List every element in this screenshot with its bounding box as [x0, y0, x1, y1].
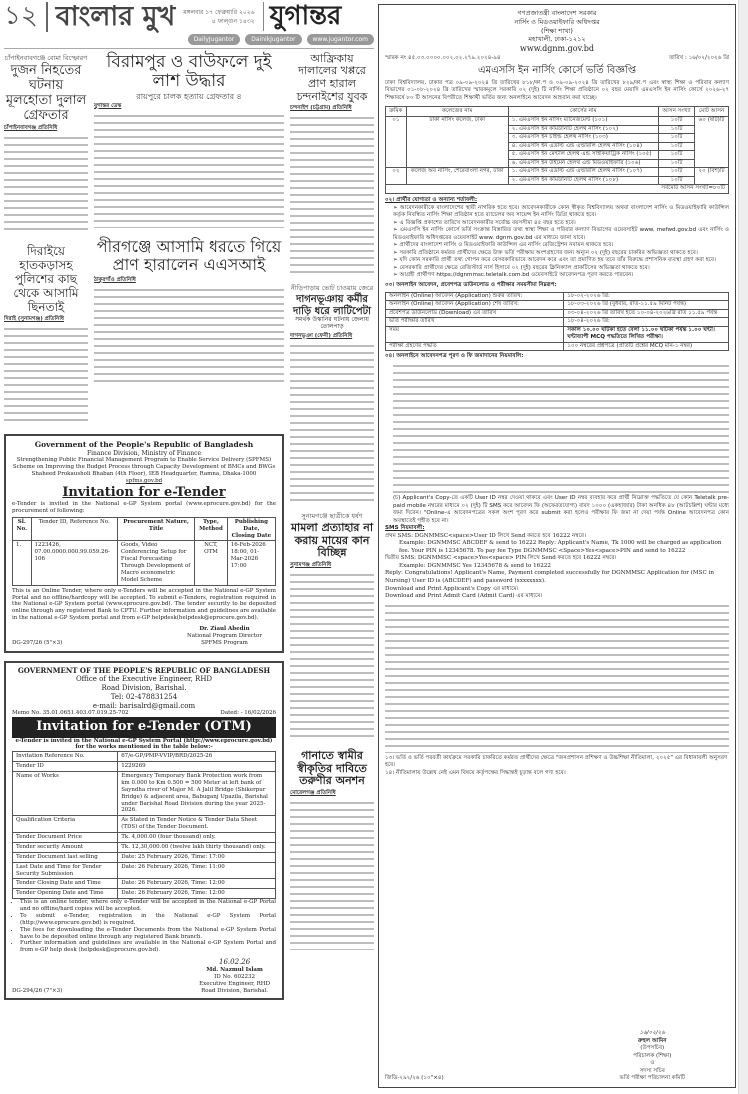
th: আসন সংখ্যা [658, 106, 694, 117]
applicant-copy-note: (চ) Applicant's Copy-তে একটি User ID নম্বর দেওয়া থাকবে এবং User ID নম্বর ব্যবহার করে প্রার্থী নিম্নোক্ত পদ্ধতিতে যে কোন Teletalk pre-paid mobile নম্বরের মাধ্যমে ০২ (দুই) টি SMS করে আবেদন ফি (অফেরতযোগ্য) বাবদ ১০০০ (একহাজার) টাকা অনধিক ৪৮ (আটচল্লিশ) ঘন্টার মধ্যে জমা দিবেন। "Online-এ আবেদনপত্রের সকল অংশ পূরণ করে submit করা হলেও পরীক্ষার ফি জমা না দেয়া পর্যন্ত Online আবেদনপত্র কোন অবস্থাতেই গৃহীত হবে না। [393, 494, 729, 524]
ad-gov: GOVERNMENT OF THE PEOPLE'S REPUBLIC OF BANGLADESH [17, 665, 271, 675]
ad-website-link[interactable]: www.dgnm.gov.bd [520, 44, 594, 54]
bullet-item: ➢ এমএসসি ইন নার্সিং কোর্সে ভর্তি সংক্রান্ত বিস্তারিত তথ্য স্বাস্থ্য শিক্ষা ও পরিবার কল্যাণ বিভাগের ওয়েবসাইট www. mefwd.gov.bd এবং নার্সিং ও মিডওয়াইফারি অধিদপ্তরের ওয়েবসাইট www. dgnm.gov.bd এর মাধ্যমে জানা যাবে। [393, 227, 729, 242]
news-columns [4, 53, 284, 427]
story-kicker: চাঁপাইনবাবগঞ্জে বোমা বিস্ফোরণ [4, 53, 88, 62]
seat-count: ১০টি [658, 168, 694, 177]
row-value: Tk. 4,000.00 (four thousand) only. [118, 833, 276, 843]
ad-title: Invitation for e-Tender [62, 484, 226, 500]
ad-office: Office of the Executive Engineer, RHD [75, 675, 213, 684]
column-c [290, 53, 374, 1094]
seat-count: ১০টি [658, 125, 694, 134]
story-2 [94, 53, 284, 228]
th: Sl. No. [13, 517, 32, 541]
ad-program: Strengthening Public Financial Management Program to Enable Service Delivery (SPFMS) Scheme on Improving the Budget Process through Capacity Development of BMCs and BWGs Shaheed Prokausholi Bhaban (4th Floor), IEB Headquarter, Ramna, Dhaka-1000 [12, 457, 276, 478]
college-no: ০২ [386, 168, 407, 185]
table-row [386, 318, 729, 327]
ad-division: Road Division, Barishal. [101, 684, 187, 693]
course-name: ২. এমএসসি ইন কমিউনিটি হেলথ নার্সিং (১০২) [508, 125, 658, 134]
ad-rhd-tender [4, 661, 284, 1001]
cell: NCT, OTM [195, 541, 228, 585]
signer-org: Road Division, Barishal. [201, 987, 268, 994]
bullet-item: ➢ আগ্রহী প্রার্থীগণ https://dgnmmsc.teletalk.com.bd ওয়েবসাইটে আবেদনপত্র পূরণ করতে পারবেন। [393, 272, 729, 280]
tender-table [12, 517, 276, 586]
signer-name: রুহুল আমিন [637, 1037, 667, 1044]
table-row [386, 117, 729, 126]
cell: Goods, Video Conferencing Setup for Fiscal Forecasting Through Development of Macro econometric Model Scheme [117, 541, 194, 585]
ad-footer [385, 1026, 729, 1083]
story-body [4, 326, 88, 426]
table-row [13, 816, 276, 833]
row-value: Date: 26 February 2026, Time: 11:00 [118, 862, 276, 879]
sms-list [385, 533, 729, 601]
ad-note: This is an Online Tender, where only e-Tenders will be accepted in the National e-GP System Portal and no offline/hardcopy will be accepted. To submit e-Tenders, registration required in the National e-GP System portal (www.eprocure.gov.bd). The tender security to be deposited online through any registered Bank to CPTU. Further information and guidelines are available in the national e-GP System portal and from e-GP helpdesk(helpdesk@eprocure.gov.bd). [12, 587, 276, 622]
row-label: Tender Closing Date and Time [13, 879, 118, 889]
table-row [386, 326, 729, 342]
schedule-value: ০৩-০৪-২০২৬ খ্রি তারিখ হতে ১০-০৪-২০২৬খ্রি রাত ১১.৫৯ পর্যন্ত [564, 309, 729, 318]
story-5 [94, 238, 284, 382]
schedule-label: অনলাইন (Online) আবেদন (Application) শুরুর তারিখ: [386, 292, 564, 301]
th: কলেজের নাম [406, 106, 508, 117]
story-byline: সুনামগঞ্জ প্রতিনিধি [290, 561, 332, 568]
bullet-item: ➢ এ বিজ্ঞপ্তি প্রকাশের তারিখে আবেদনকারীর সর্বোচ্চ বয়সসীমা ৪৫ বছর হতে হবে। [393, 220, 729, 228]
social-facebook[interactable]: DainikJugantor [245, 34, 301, 45]
date-gregorian: মঙ্গলবার ১৭ ফেব্রুয়ারি ২০২৬ [183, 9, 255, 16]
schedule-value: সকাল ১০.০০ ঘটিকা হতে বেলা ১১.০০ ঘটিকা পর্যন্ত ১.০০ ঘন্টা। ঘন্টাব্যাপী MCQ পদ্ধতিতে লিখিত পরীক্ষা। [564, 326, 729, 342]
course-name: ৪. এমএসসি ইন এডাল্ট এন্ড এল্ডারলি হেলথ নার্সিং (১০৪) [508, 142, 658, 151]
signer-org: SPFMS Program [201, 639, 248, 646]
bullet-item: • This is an online tender, where only e-Tender will be accepted in the National e-GP Portal and no offline/hard copies will be accepted. [20, 899, 276, 913]
signer-title: National Program Director [186, 632, 262, 639]
total-seats: ৬০ (ষাট)টি [695, 117, 729, 168]
ad-tel: Tel: 02-478831254 [110, 692, 178, 701]
schedule-label: ভর্তি পরীক্ষার তারিখ [386, 318, 564, 327]
course-name: ১. এমএসসি ইন এডাল্ট এন্ড এল্ডারলি হেলথ নার্সিং (১০৭) [508, 168, 658, 177]
story-3 [290, 53, 374, 276]
bullet-item: ➢ আবেদনকারীকে বাংলাদেশের স্থায়ী নাগরিক হতে হবে। আবেদনকারীকে কোন স্বীকৃত বিশ্ববিদ্যালয় অথবা বাংলাদেশ নার্সিং ও মিডওয়াইফারি কাউন্সিল কর্তৃক নিবন্ধিত নার্সিং শিক্ষা প্রতিষ্ঠান হতে ব্যাচেলর অব সায়েন্স ইন নার্সিং ডিগ্রি থাকতে হবে। [393, 205, 729, 220]
row-label: Tender ID [13, 762, 118, 772]
ad-footer [12, 958, 276, 994]
signer-name: Md. Nazmul Islam [206, 966, 263, 973]
page-number: ১২ [4, 1, 38, 31]
ad-email: e-mail: barisalrd@gmail.com [92, 701, 196, 710]
page-header [4, 0, 374, 32]
ad-date: তারিখ : ১৬/০২/২০২৬ খ্রি [668, 54, 729, 61]
row-value: 1229269 [118, 762, 276, 772]
sms-line: Example: DGNMMSC ABCDEF & send to 16222 Reply: Applicant's Name, Tk 1000 will be charged as application fee. Your PIN is 12345678. To pay fee Type DGNMMSC <Space>Yes<space>PIN and send to 16222 [399, 540, 722, 554]
ad-memo: স্মারক নং ৪৫.০৩.০০০০.০০২.০২.২৭৯.২০২৪-৯৪ [385, 54, 501, 61]
story-byline: চাঁপাইনবাবগঞ্জ প্রতিনিধি [4, 125, 58, 132]
total-seats: ২০ (বিশ)টি [695, 168, 729, 185]
signer-id: ID No. 602232 [214, 973, 255, 980]
tender-table [12, 751, 276, 899]
ad-title: Invitation for e-Tender (OTM) [12, 717, 276, 737]
sms-line: প্রথম SMS: DGNMMSC<space>User ID লিখে Send করতে হবে 16222 নম্বরে। [385, 532, 586, 539]
cell: 1. [13, 541, 32, 585]
story-byline: চন্দনাইশ (চট্টগ্রাম) প্রতিনিধি [290, 105, 352, 112]
header-rule [4, 48, 374, 49]
signer-title: Executive Engineer, RHD [199, 980, 270, 987]
story-body [290, 800, 374, 950]
course-table [385, 106, 729, 194]
ad-intro: e-Tender is invited in the National e-GP System Portal (http://www.eprocure.gov.bd) for the works mentioned in the table below:- [15, 737, 273, 751]
signature-block [620, 1030, 685, 1083]
section-heading: ০২। প্রার্থীর যোগ্যতা ও অন্যান্য শর্তাবলী: [385, 197, 478, 204]
row-value: Date: 25 February 2026, Time: 17:00 [118, 852, 276, 862]
story-body [94, 113, 284, 228]
terms-body [385, 603, 729, 753]
social-website[interactable]: www.jugantor.com [307, 34, 375, 45]
ad-dept: নার্সিং ও মিডওয়াইফারি অধিদপ্তর [514, 17, 600, 26]
bullet-item: • Further information and guidelines are available in the National e-GP System Portal and from e-GP help desk (helpdesk@eprocure.gov.bd). [20, 940, 276, 954]
final-term: ১৩। ভর্তি ও ভর্তি পরবর্তী কার্যক্রমে সরকারি চাকরিতে কর্মরত প্রার্থীদের ক্ষেত্রে "জনপ্রশাসন প্রশিক্ষণ ও উচ্চশিক্ষা নীতিমালা, ২০২৫" এর বিধানাবলী অনুসরণ হবে। [385, 754, 728, 769]
ad-dgnm-admission [378, 4, 736, 1088]
ad-intro: e-Tender is invited in the National e-GP System portal (www.eprocure.gov.bd) for the procurement of following: [12, 501, 276, 514]
bullet-item: ➢ বেসরকারি প্রার্থীদের ক্ষেত্রে রেজিস্টার্ড নার্স হিসাবে ০২ (দুই) বছরের ক্লিনিক্যাল প্রাকটিসের অভিজ্ঞতা থাকতে হবে। [393, 265, 729, 273]
th: Publishing Date, Closing Date [227, 517, 275, 541]
social-twitter[interactable]: DailyJugantor [188, 34, 241, 45]
ad-memo: Memo No. 35.01.0651.403.07.019.25-702 [12, 710, 129, 717]
th: Procurement Nature, Title [117, 517, 194, 541]
row-value: Emergency Temporary Bank Protection work from km 0.000 to Km 0.500 = 500 Meter at left bank of Sayndha river of Major M. A Jalil Bridge (Shikerpur Bridge) & adjacent area, Babuganj Upazila, Barishal under Barishal Road Division during the year 2025-2026. [118, 772, 276, 816]
th: মোট আসন [695, 106, 729, 117]
table-row [386, 292, 729, 301]
table-row [13, 879, 276, 889]
story-headline: দিরাইয়ে হাতকড়াসহ পুলিশের কাছ থেকে আসামি ছিনতাই [13, 244, 79, 314]
signer-role2: সদস্য সচিব [639, 1067, 665, 1074]
signer-conj: ও [650, 1060, 655, 1067]
th: Type, Method [195, 517, 228, 541]
ad-bullets [12, 899, 276, 954]
row-label: Last Date and Time for Tender Security Submission [13, 862, 118, 879]
story-headline: দুজন নিহতের ঘটনায় মূলহোতা দুলাল গ্রেফতার [5, 62, 87, 123]
story-headline: মামলা প্রত্যাহার না করায় মায়ের কান বিচ্ছিন্ন [290, 521, 374, 560]
table-row [13, 862, 276, 879]
signer-role: পরিচালক (শিক্ষা) [633, 1052, 672, 1059]
story-body [290, 572, 374, 742]
course-name: ২. এমএসসি ইন কমিউনিটি হেলথ নার্সিং (১০৮) [508, 176, 658, 185]
cell: 1223426, 07.00.0000.000.99.059.26-106 [31, 541, 117, 585]
row-label: Invitation Reference No. [13, 752, 118, 762]
signer-committee: ভর্তি পরীক্ষা পরিচালনা কমিটি [619, 1075, 685, 1082]
eligibility-list [385, 205, 729, 280]
sms-heading: SMS নিয়মাবলী: [385, 525, 425, 532]
story-headline: বিরামপুর ও বাউফলে দুই লাশ উদ্ধার [106, 51, 272, 92]
bullet-item: ➢ যদি কোন সরকারি প্রার্থী তথ্য গোপন করে বেসরকারিভাবে আবেদন করে এবং তা প্রমাণিত হয় তবে তাঁর বিরুদ্ধে প্রশাসনিক ব্যবস্থা গ্রহণ করা হবে। [393, 257, 729, 265]
story-headline: গানাতে স্বামীর স্বীকৃতির দাবিতে তরুণীর অনশন [297, 748, 367, 788]
section-heading: ০৩। অনলাইন আবেদন, প্রবেশপত্র ডাউনলোড ও পরীক্ষার সময়সীমা নিম্নরূপ: [385, 282, 557, 289]
ad-division: Finance Division, Ministry of Finance [86, 449, 202, 457]
ad-title: এমএসসি ইন নার্সিং কোর্সে ভর্তি বিজ্ঞপ্তি [477, 65, 636, 77]
page-body [4, 53, 374, 1094]
college-name: ঢাকা নার্সিং কলেজ, ঢাকা [406, 117, 508, 168]
course-name: ৬. এমএসসি ইন উইমেন হেলথ এন্ড মিডওয়াইফারি (১০৬) [508, 159, 658, 168]
signature-block [187, 626, 262, 647]
grand-total: সর্বমোট আসন সংখ্যা=৮০টি [386, 185, 729, 194]
schedule-label: সময় [386, 326, 564, 342]
issue-date [183, 2, 254, 26]
story-subhead: রায়পুরে চালক হত্যায় গ্রেফতার ৪ [136, 91, 242, 101]
seat-count: ১০টি [658, 151, 694, 160]
table-row [386, 342, 729, 351]
ad-address: মহাখালী, ঢাকা-১২১২ [528, 35, 586, 44]
signature: 16.02.26 [218, 958, 251, 967]
th: Tender ID, Reference No. [31, 517, 117, 541]
table-row [13, 833, 276, 843]
story-body [290, 115, 374, 275]
table-row [13, 842, 276, 852]
schedule-value: ১৮-০২-২০২৬ খ্রি: [564, 292, 729, 301]
bullet-item: • To submit e-Tender, registration in the National e-GP System Portal (http://www.eprocure.gov.bd) is required. [20, 913, 276, 927]
sms-line: দ্বিতীয় SMS: DGNMMSC <space>Yes<space> PIN লিখে Send করতে হবে 16222 নম্বরে। [385, 555, 617, 562]
sms-line: Example: DGNMMSC Yes 12345678 & send to 16222 [399, 562, 551, 569]
bullet-item: ➢ সরকারি প্রতিষ্ঠানে কর্মরত প্রার্থীদের ক্ষেত্রে উক্ত ভর্তি পরীক্ষায় অংশগ্রহণের জন্য অন্যূন ০২ (দুই) বছরের চাকরির অভিজ্ঞতা থাকতে হবে। [393, 250, 729, 258]
signer-name: Dr. Ziaul Abedin [199, 626, 250, 633]
table-row [386, 301, 729, 310]
sms-line: Download and Print Admit Card (Admit Card) এর মাধ্যমে। [385, 593, 543, 600]
row-label: Tender Opening Date and Time [13, 889, 118, 899]
story-subhead: সমর্থক উস্কানির ঘটনায় জেলায় তোলপাড় [295, 316, 369, 331]
schedule-value: ১৮-০৩-২০২৬ খ্রি (বুধবার, রাত-১১.৫৯ মিনিট পর্যন্ত) [564, 301, 729, 310]
story-kicker: সুনামগঞ্জে ছাত্রীকে ধর্ষণ [301, 512, 363, 521]
story-body [94, 287, 284, 382]
seat-count: ১০টি [658, 142, 694, 151]
schedule-value: ১০০ নম্বরের প্রশ্নপত্রে (প্রতিটি প্রশ্নের MCQ মান-১ নম্বর) [564, 342, 729, 351]
seat-count: ১০টি [658, 159, 694, 168]
story-kicker: নীড়িপাড়ায় ভোট চাওয়ায় জেরে [290, 284, 374, 293]
schedule-label: প্রবেশপত্র ডাউনলোড (Download) এর তারিখ [386, 309, 564, 318]
table-row [13, 889, 276, 899]
ad-code: DG-294/26 (7"×3) [12, 987, 63, 994]
story-byline: মোরেলগঞ্জ প্রতিনিধি [290, 789, 336, 796]
bullet-item: • The fees for downloading the e-Tender Documents from the National e-GP System Portal have to be deposited online through any registered Bank branch. [20, 927, 276, 941]
table-row [386, 185, 729, 194]
row-value: As Stated in Tender Notice & Tender Data Sheet (TDS) of the Tender Document. [118, 816, 276, 833]
section-heading: ০৪। অনলাইনে আবেদনপত্র পূরণ ও ফি জমাদানের নিয়মাবলি: [385, 353, 524, 360]
story-byline: দিরাই (সুনামগঞ্জ) প্রতিনিধি [4, 316, 64, 323]
schedule-label: পরীক্ষা গ্রহণের পদ্ধতি [386, 342, 564, 351]
table-header-row [386, 106, 729, 117]
ad-branch: (শিক্ষা শাখা) [541, 26, 573, 35]
college-no: ০১ [386, 117, 407, 168]
newspaper-logo: যুগান্তর [263, 2, 342, 31]
college-name: কলেজ অব নার্সিং, শেরেবাংলা নগর, ঢাকা [406, 168, 508, 185]
row-value: Date: 26 February 2026, Time: 12:00 [118, 889, 276, 899]
th: ক্রমিক [386, 106, 407, 117]
left-area [4, 53, 284, 1094]
table-row [386, 309, 729, 318]
story-8 [290, 750, 374, 950]
ad-footer [12, 626, 276, 647]
table-row [13, 762, 276, 772]
sms-line: Download and Print Applicant's Copy এর মাধ্যমে। [385, 585, 519, 592]
column-a [4, 53, 88, 427]
seat-count: ১০টি [658, 176, 694, 185]
story-headline: আফ্রিকায় দালালের খপ্পরে প্রাণ হারাল চন্দনাইশের যুবক [296, 51, 368, 103]
th: কোর্সের নাম [508, 106, 658, 117]
ad-intro: ঢাকা বিশ্ববিদ্যালয়, ঢাকার পত্র ০৯-০৯-২০২৪ খ্রি তারিখের ৮১৮/কা.প ও ০৯-০৯-২০২৪ খ্রি তারিখের ৮২৯/কা.প এবং স্বাস্থ্য শিক্ষা ও পরিবার কল্যাণ বিভাগের ০১-০৮-২০২৪ খ্রি তারিখের স্মারকমূলে সরকারি ০২ (দুই) টি নার্সিং শিক্ষা প্রতিষ্ঠানে ০২ বছর মেয়াদি এমএসসি ইন নার্সিং কোর্সে ২০২৬-২৭ শিক্ষাবর্ষে ৮০ টি আসনের বিপরীতে শিক্ষার্থী ভর্তির জন্য অনলাইনে আবেদন আহবান করা যাচ্ছে। [385, 79, 729, 101]
story-headline: পীরগঞ্জে আসামি ধরতে গিয়ে প্রাণ হারালেন এএসআই [96, 236, 282, 275]
cell: 16-Feb-2026 18:00, 01-Mar-2026 17:00 [227, 541, 275, 585]
seat-count: ১০টি [658, 117, 694, 126]
story-byline: দাগনভূঞা (ফেনী) প্রতিনিধি [290, 333, 353, 340]
table-row [13, 541, 276, 585]
row-value: Date: 26 February 2026, Time: 12:00 [118, 879, 276, 889]
ad-dated: Dated: - 16/02/2026 [220, 710, 276, 717]
left-half [4, 0, 374, 1094]
row-label: Name of Works [13, 772, 118, 816]
row-value: Tk. 12,30,000.00 (twelve lakh thirty thousand) only. [118, 842, 276, 852]
row-label: Tender Document last selling [13, 852, 118, 862]
column-b [94, 53, 284, 427]
story-7 [290, 511, 374, 742]
story-body [4, 135, 88, 235]
signature: ১৬/০২/২৬ [639, 1030, 666, 1037]
story-4 [4, 245, 88, 426]
sms-line: Reply: Congratulations! Applicant's Name, Payment completed successfully for DGNMMSC Application for (MSC in Nursing) User ID is (ABCDEF) and password (xxxxxxxx). [385, 570, 714, 584]
row-value: 67/e-GP/PMP-VVIP/BRD/2025-26 [118, 752, 276, 762]
bullet-item: ➢ প্রার্থীদের বাংলাদেশ নার্সিং ও মিডওয়াইফারি কাউন্সিল এর নার্সিং রেজিস্ট্রেশন নবায়ন থাকতে হবে। [393, 242, 729, 250]
row-label: Tender security Amount [13, 842, 118, 852]
ad-code: DG-297/26 (5"×3) [12, 639, 63, 646]
table-row [13, 772, 276, 816]
course-name: ৩. এমএসসি ইন চাইল্ড হেলথ নার্সিং (১০৩) [508, 134, 658, 143]
date-bangla: ৪ ফাল্গুন ১৪৩২ [211, 18, 255, 25]
final-term: ১৪। নীতিমালায় উল্লেখ নেই এমন বিষয়ে কর্তৃপক্ষের সিদ্ধান্তই চূড়ান্ত বলে গণ্য হবে। [385, 769, 566, 776]
section-title: বাংলার মুখ [46, 2, 175, 32]
ad-gov: গণপ্রজাতন্ত্রী বাংলাদেশ সরকার [517, 9, 597, 17]
schedule-value: ১৮-০৪-২০২৬ খ্রি: [564, 318, 729, 327]
ad-website-link[interactable]: spfms.gov.bd [125, 477, 163, 484]
story-byline: ঠাকুরগাঁও প্রতিনিধি [94, 276, 136, 283]
instructions-body [393, 363, 729, 493]
story-body [290, 343, 374, 503]
story-1 [4, 53, 88, 236]
signer-title: (উপসচিব) [640, 1045, 665, 1052]
seat-count: ১০টি [658, 134, 694, 143]
signature-block [199, 958, 270, 994]
social-links [4, 34, 374, 45]
page-scrollbar[interactable] [738, 0, 748, 1094]
schedule-table [385, 292, 729, 352]
row-label: Tender Document Price [13, 833, 118, 843]
schedule-label: অনলাইন (Online) আবেদন (Application) শেষ তারিখ: [386, 301, 564, 310]
story-headline: দাগনভূঞায় কর্মীর দাড়ি ধরে লাটিপেটা [292, 294, 372, 317]
course-name: ৫. এমএসসি ইন মেন্টাল হেলথ এন্ড সাইকিয়াট্রিক নার্সিং (১০৫) [508, 151, 658, 160]
story-6 [290, 283, 374, 503]
row-label: Qualification Criteria [13, 816, 118, 833]
course-name: ১. এমএসসি ইন নার্সিং ম্যানেজমেন্ট (১০১) [508, 117, 658, 126]
table-row [13, 752, 276, 762]
ad-spfms-tender [4, 434, 284, 652]
ad-gov: Government of the People's Republic of Bangladesh [34, 440, 254, 450]
table-row [386, 168, 729, 177]
table-row [13, 852, 276, 862]
ad-code: জিডি-২৯২/২৬ (১০"×৪) [385, 1075, 444, 1082]
story-byline: যুগান্তর ডেস্ক [94, 102, 122, 109]
